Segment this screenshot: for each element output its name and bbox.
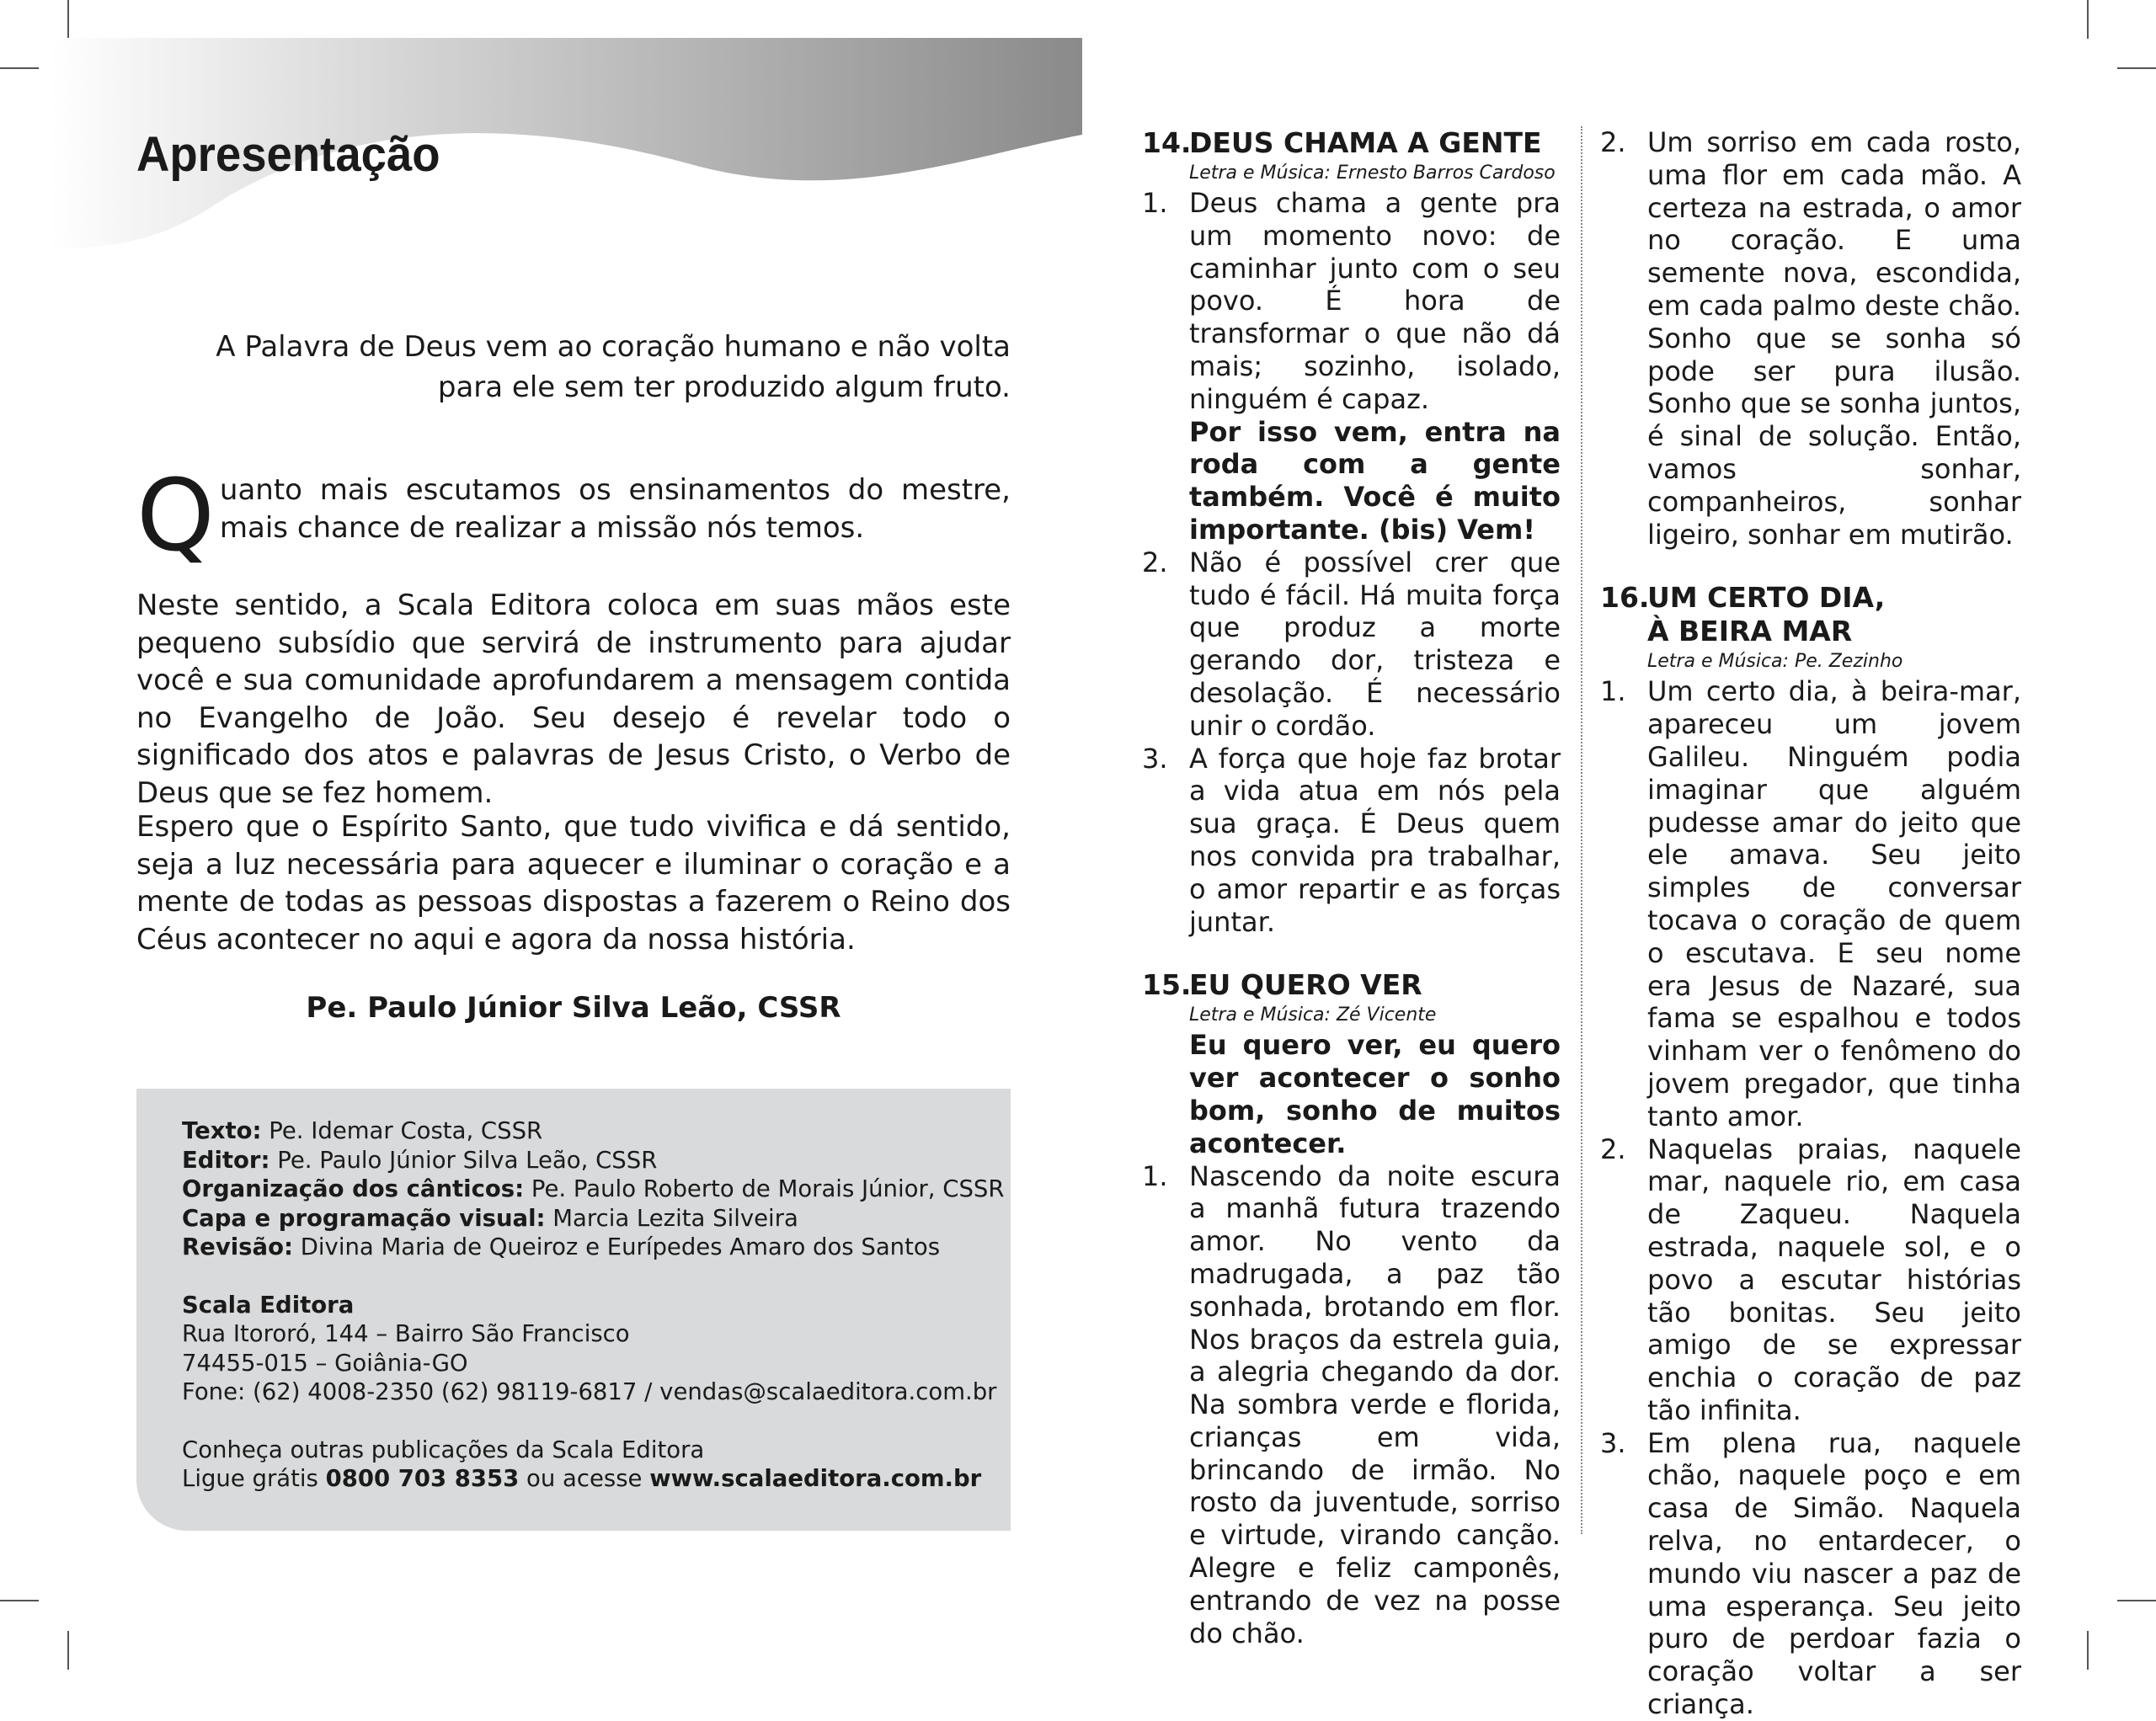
credit-texto: Texto: Pe. Idemar Costa, CSSR <box>182 1117 543 1144</box>
song-chorus: Eu quero ver, eu quero ver acontecer o sonho bom, sonho de muitos acontecer. <box>1189 1029 1561 1159</box>
song-verse: 1. Um certo dia, à beira-mar, apareceu um jovem Galileu. Ninguém podia imaginar que alguém pudesse amar do jeito que ele amava. Seu jeito simples de conversar tocava o coração de quem o escutava. E seu nome era Jesus de Nazaré, sua fama se espalhou e todos vinham ver o fenômeno do jovem pregador, que tinha tanto amor. <box>1600 675 2021 1132</box>
song-verse: 1. Deus chama a gente pra um momento novo: de caminhar junto com o seu povo. É hora de transformar o que não dá mais; sozinho, isolado, ninguém é capaz. <box>1142 187 1561 415</box>
epigraph <box>135 327 1011 408</box>
publisher-name: Scala Editora <box>182 1291 355 1319</box>
page-title: Apresentação <box>136 127 440 182</box>
song-title: 15. EU QUERO VER <box>1142 968 1422 1002</box>
body-paragraph: Espero que o Espírito Santo, que tudo vivifica e dá sentido, seja a luz necessária para aquecer e iluminar o coração e a mente de todas as pessoas dispostas a fazerem o Reino dos Céus acontecer no aqui e agora da nossa história. <box>136 810 1011 956</box>
publisher-city: 74455-015 – Goiânia-GO <box>182 1349 468 1377</box>
credit-capa: Capa e programação visual: Marcia Lezita Silveira <box>182 1204 798 1232</box>
credit-revisao: Revisão: Divina Maria de Queiroz e Eurípedes Amaro dos Santos <box>182 1233 941 1260</box>
song-verse: 1. Nascendo da noite escura a manhã futura trazendo amor. No vento da madrugada, a paz tão sonhada, brotando em flor. Nos braços da estrela guia, a alegria chegando da dor. Na sombra verde e florida, crianças em vida, brincando de irmão. No rosto da juventude, sorriso e virtude, virando canção. Alegre e feliz camponês, entrando de vez na posse do chão. <box>1142 1159 1561 1649</box>
more-publications: Conheça outras publicações da Scala Editora <box>182 1436 705 1463</box>
credit-organizacao: Organização dos cânticos: Pe. Paulo Roberto de Morais Júnior, CSSR <box>182 1175 1005 1202</box>
song-credit: Letra e Música: Ernesto Barros Cardoso <box>1189 163 1556 184</box>
epigraph-line: para ele sem ter produzido algum fruto. <box>437 370 1011 404</box>
song-credit: Letra e Música: Zé Vicente <box>1189 1004 1437 1026</box>
epigraph-line: A Palavra de Deus vem ao coração humano e não volta <box>216 330 1011 364</box>
song-verse: 2. Um sorriso em cada rosto, uma flor em cada mão. A certeza na estrada, o amor no coração. E uma semente nova, escondida, em cada palmo deste chão. Sonho que se sonha só pode ser pura ilusão. Sonho que se sonha juntos, é sinal de solução. Então, vamos sonhar, companheiros, sonhar ligeiro, sonhar em mutirão. <box>1600 126 2021 551</box>
song-chorus: Por isso vem, entra na roda com a gente também. Você é muito importante. (bis) Vem! <box>1189 415 1561 546</box>
song-title: 16. UM CERTO DIA, À BEIRA MAR <box>1600 581 1886 648</box>
column-divider <box>1581 126 1582 1534</box>
song-verse: 3. A força que hoje faz brotar a vida atua em nós pela sua graça. É Deus quem nos convida pra trabalhar, o amor repartir e as forças juntar. <box>1142 742 1561 938</box>
crop-mark <box>2117 1600 2156 1601</box>
song-title: 14. DEUS CHAMA A GENTE <box>1142 126 1542 159</box>
song-verse: 3. Em plena rua, naquele chão, naquele poço e em casa de Simão. Naquela relva, no entardecer, o mundo viu nascer a paz de uma esperança. Seu jeito puro de perdoar fazia o coração voltar a ser criança. <box>1600 1426 2021 1721</box>
song-column-right <box>1600 126 2021 1721</box>
body-paragraph: Neste sentido, a Scala Editora coloca em suas mãos este pequeno subsídio que servirá de instrumento para ajudar você e sua comunidade aprofundarem a mensagem contida no Evangelho de João. Seu desejo é revelar todo o significado dos atos e palavras de Jesus Cristo, o Verbo de Deus que se fez homem. <box>136 589 1011 810</box>
intro-paragraph <box>136 457 1011 573</box>
credits-box <box>136 1089 1011 1531</box>
crop-mark <box>2117 67 2156 69</box>
song-credit: Letra e Música: Pe. Zezinho <box>1647 651 1903 673</box>
drop-cap: Q <box>136 457 215 573</box>
publisher-phone: Fone: (62) 4008-2350 (62) 98119-6817 / vendas@scalaeditora.com.br <box>182 1378 997 1405</box>
left-page <box>0 0 1078 1670</box>
publisher-address: Rua Itororó, 144 – Bairro São Francisco <box>182 1320 630 1347</box>
crop-mark <box>2087 1631 2089 1670</box>
paragraph-text: uanto mais escutamos os ensinamentos do mestre, mais chance de realizar a missão nós temos. <box>219 473 1011 545</box>
song-verse: 2. Não é possível crer que tudo é fácil. Há muita força que produz a morte gerando dor, tristeza e desolação. É necessário unir o cordão. <box>1142 546 1561 742</box>
credit-editor: Editor: Pe. Paulo Júnior Silva Leão, CSSR <box>182 1146 658 1174</box>
song-column-left <box>1142 126 1561 1649</box>
author-signature: Pe. Paulo Júnior Silva Leão, CSSR <box>306 991 841 1025</box>
crop-mark <box>2087 0 2089 39</box>
song-verse: 2. Naquelas praias, naquele mar, naquele rio, em casa de Zaqueu. Naquela estrada, naquele sol, e o povo a escutar histórias tão bonitas. Seu jeito amigo de se expressar enchia o coração de paz tão infinita. <box>1600 1132 2021 1426</box>
contact-line: Ligue grátis 0800 703 8353 ou acesse www.scalaeditora.com.br <box>182 1465 982 1492</box>
